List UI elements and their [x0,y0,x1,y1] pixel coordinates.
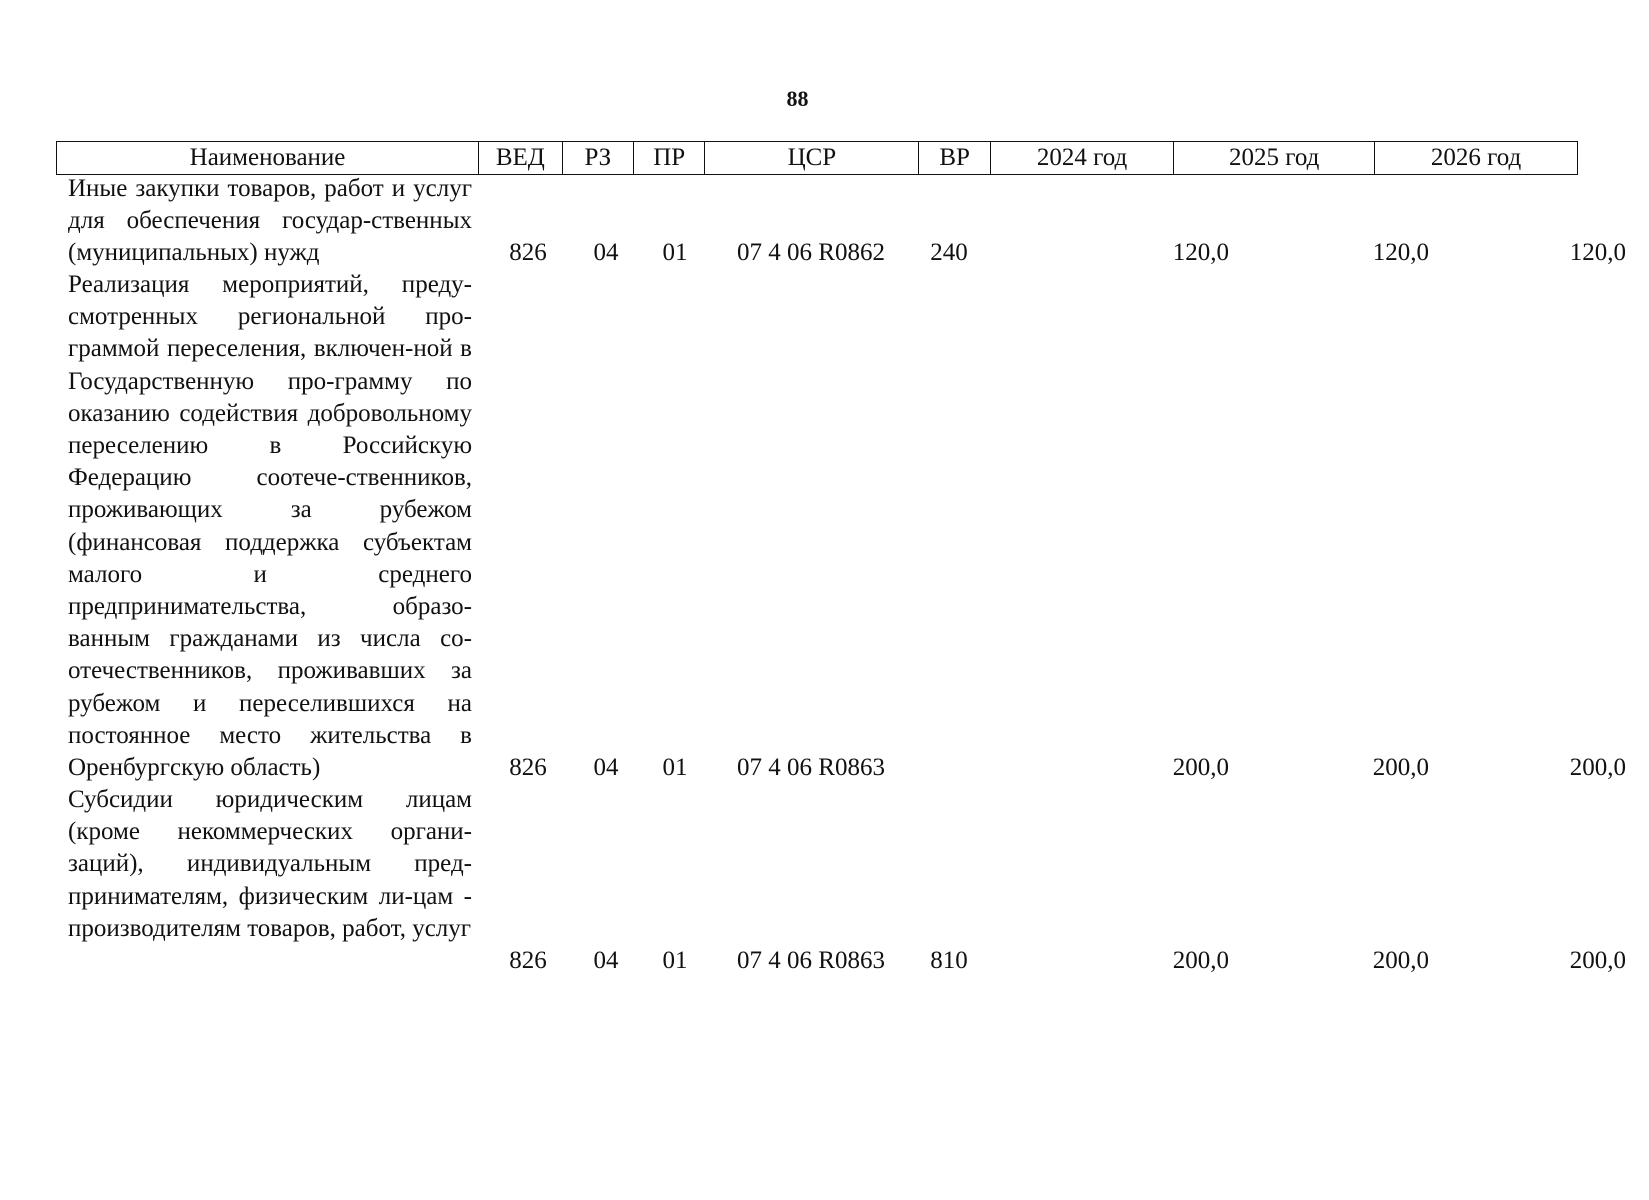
row-name: Иные закупки товаров, работ и услуг для обеспечения государ-ственных (муниципальных) нужд [68,175,472,267]
row-2025: 200,0 [1372,754,1429,781]
row-2026: 200,0 [1569,947,1626,974]
column-header-pr: ПР [634,142,705,175]
row-2026: 200,0 [1569,754,1626,781]
row-name: Субсидии юридическим лицам (кроме некоммерческих органи-заций), индивидуальным пред-принимателям, физическим ли-цам - производителям товаров, работ, услуг [68,786,472,942]
row-csr: 07 4 06 R0863 [737,754,885,781]
row-pr: 01 [662,239,688,266]
row-csr: 07 4 06 R0862 [737,239,885,266]
row-csr: 07 4 06 R0863 [737,947,885,974]
table-row [56,784,1626,984]
table-row [56,269,1626,789]
row-2024: 120,0 [1172,239,1229,266]
row-2025: 120,0 [1372,239,1429,266]
row-vr: 240 [930,239,968,266]
row-rz: 04 [593,754,619,781]
table-row [56,173,1626,273]
column-header-name: Наименование [57,142,479,175]
row-name: Реализация мероприятий, преду-смотренных региональной про-граммой переселения, включен-ной в Государственную про-грамму по оказанию содействия добровольному переселению в Российскую Федерацию соотече-ственников, проживающих за рубежом (финансовая поддержка субъектам малого и среднего предпринимательства, образо-ванным гражданами из числа со-отечественников, проживавших за рубежом и переселившихся на постоянное место жительства в Оренбургскую область) [68,271,472,782]
row-pr: 01 [662,754,688,781]
row-pr: 01 [662,947,688,974]
page-number: 88 [786,86,809,111]
column-header-vr: ВР [919,142,990,175]
column-header-2024: 2024 год [990,142,1173,175]
row-ved: 826 [509,754,547,781]
row-vr: 810 [930,947,968,974]
table-header [56,141,1578,175]
row-ved: 826 [509,239,547,266]
row-2026: 120,0 [1569,239,1626,266]
row-2024: 200,0 [1172,754,1229,781]
row-2025: 200,0 [1372,947,1429,974]
column-header-csr: ЦСР [705,142,919,175]
column-header-2026: 2026 год [1375,142,1578,175]
column-header-2025: 2025 год [1174,142,1375,175]
column-header-ved: ВЕД [479,142,563,175]
row-rz: 04 [593,239,619,266]
row-rz: 04 [593,947,619,974]
row-ved: 826 [509,947,547,974]
column-header-rz: РЗ [562,142,633,175]
row-2024: 200,0 [1172,947,1229,974]
